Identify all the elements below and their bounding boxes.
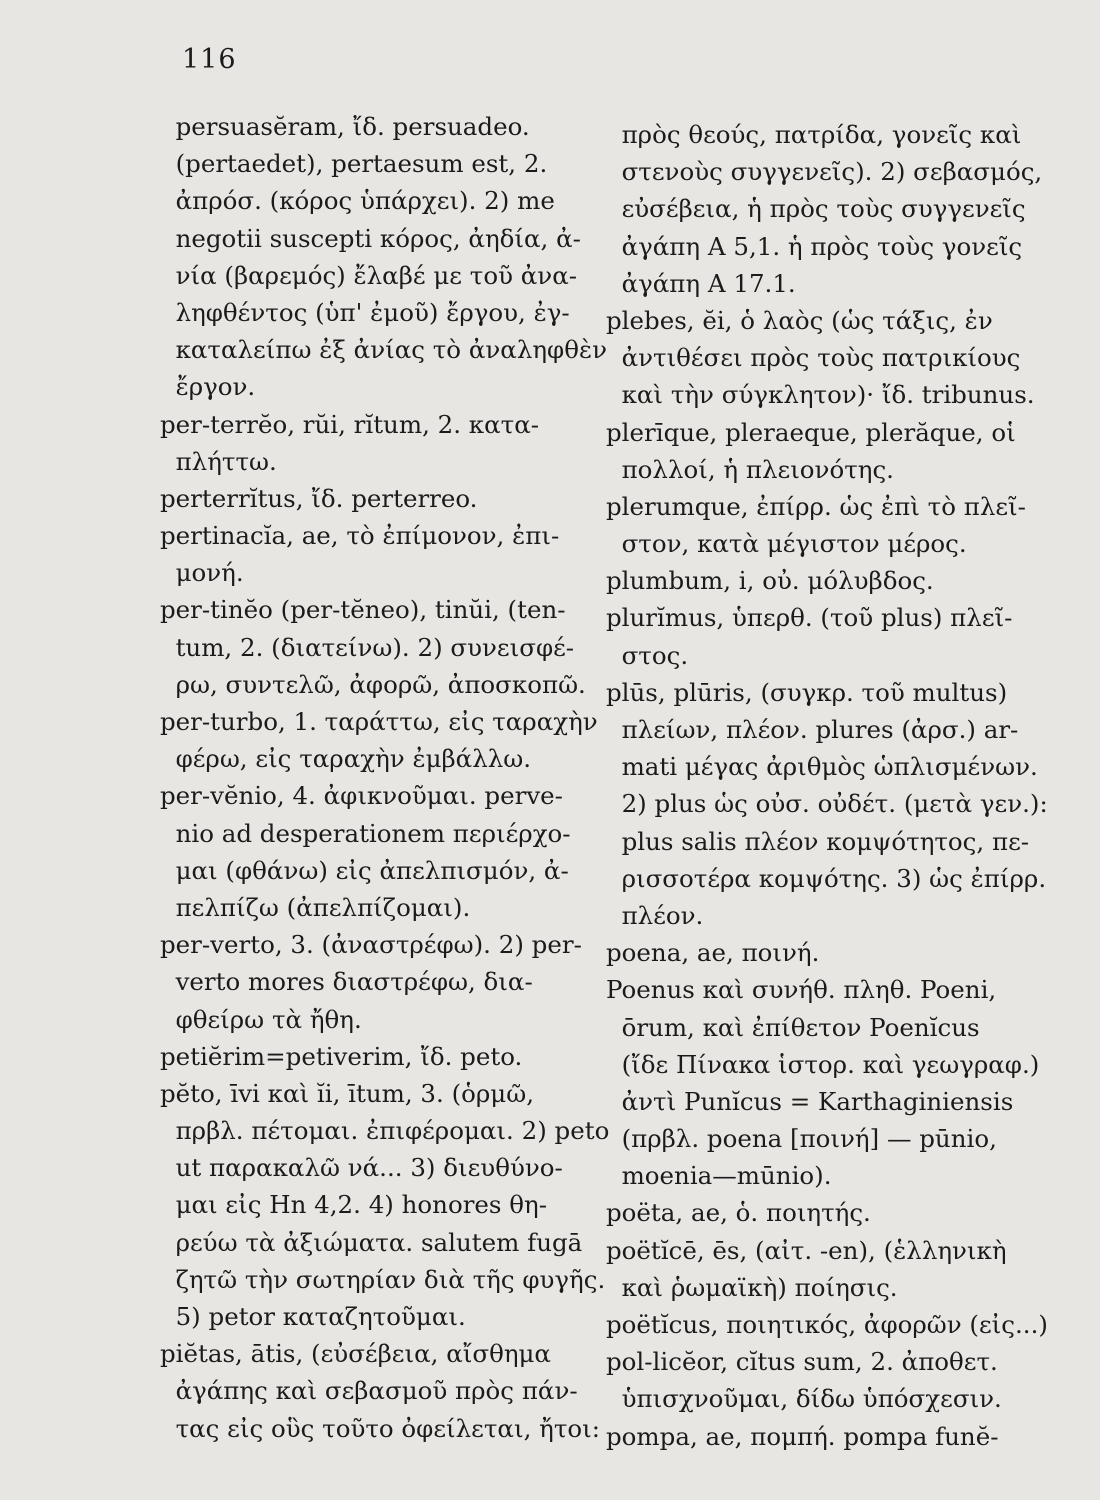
- entry-line: poena, ae, ποινή.: [606, 938, 820, 968]
- entry-line: στενοὺς συγγενεῖς). 2) σεβασμός,: [606, 157, 1043, 187]
- entry-line: plebes, ĕi, ὁ λαὸς (ὡς τάξις, ἐν: [606, 305, 993, 335]
- entry-line: μονή.: [160, 558, 244, 588]
- entry-line: Poenus καὶ συνήθ. πληθ. Poeni,: [606, 975, 997, 1005]
- entry-line: per-tinĕo (per-tĕneo), tinŭi, (ten-: [160, 595, 566, 625]
- entry-line: ἀντὶ Punĭcus = Karthaginiensis: [606, 1086, 1014, 1116]
- entry-line: pol-licĕor, cĭtus sum, 2. ἀποθετ.: [606, 1347, 998, 1377]
- page-number: 116: [182, 44, 237, 75]
- entry-line: πλείων, πλέον. plures (ἀρσ.) ar-: [606, 715, 1019, 744]
- entry-line: καταλείπω ἐξ ἀνίας τὸ ἀναληφθὲν: [160, 335, 607, 365]
- entry-line: πελπίζω (ἀπελπίζομαι).: [160, 892, 471, 922]
- entry-line: 5) petor καταζητοῦμαι.: [160, 1302, 466, 1331]
- entry-line: καὶ τὴν σύγκλητον)· ἴδ. tribunus.: [606, 380, 1035, 410]
- entry-line: ὑπισχνοῦμαι, δίδω ὑπόσχεσιν.: [606, 1384, 1002, 1414]
- entry-line: φέρω, εἰς ταραχὴν ἐμβάλλω.: [160, 744, 532, 774]
- entry-line: per-turbo, 1. ταράττω, εἰς ταραχὴν: [160, 707, 598, 736]
- entry-line: ἀγάπη Α 17.1.: [606, 268, 796, 298]
- entry-line: poëtĭcē, ēs, (αἰτ. -en), (ἑλληνικὴ: [606, 1235, 1007, 1265]
- entry-line: ut παρακαλῶ νά... 3) διευθύνο-: [160, 1153, 563, 1183]
- entry-line: pertinacĭa, ae, τὸ ἐπίμονον, ἐπι-: [160, 521, 560, 551]
- entry-line: plūs, plūris, (συγκρ. τοῦ multus): [606, 677, 1008, 707]
- entry-line: ρω, συντελῶ, ἀφορῶ, ἀποσκοπῶ.: [160, 669, 586, 699]
- entry-line: πλέον.: [606, 900, 704, 930]
- entry-line: per-terrĕo, rŭi, rĭtum, 2. κατα-: [160, 409, 540, 439]
- entry-line: plerumque, ἐπίρρ. ὡς ἐπὶ τὸ πλεῖ-: [606, 491, 1026, 521]
- entry-line: moenia—mūnio).: [606, 1161, 832, 1191]
- entry-line: πρὸς θεούς, πατρίδα, γονεῖς καὶ: [606, 120, 1022, 149]
- entry-line: καὶ ῥωμαϊκὴ) ποίησις.: [606, 1272, 898, 1302]
- entry-line: πολλοί, ἡ πλειονότης.: [606, 454, 894, 484]
- entry-line: μαι (φθάνω) εἰς ἀπελπισμόν, ἀ-: [160, 855, 569, 885]
- entry-line: negotii suscepti κόρος, ἀηδία, ἀ-: [160, 223, 581, 253]
- entry-line: ἀγάπη Α 5,1. ἡ πρὸς τοὺς γονεῖς: [606, 231, 1023, 261]
- entry-line: per-vĕnio, 4. ἀφικνοῦμαι. perve-: [160, 781, 563, 811]
- entry-line: νία (βαρεμός) ἔλαβέ με τοῦ ἀνα-: [160, 260, 578, 290]
- entry-line: (πρβλ. poena [ποινή] — pūnio,: [606, 1124, 997, 1154]
- entry-line: εὐσέβεια, ἡ πρὸς τοὺς συγγενεῖς: [606, 194, 1026, 224]
- entry-line: 2) plus ὡς οὐσ. οὐδέτ. (μετὰ γεν.):: [606, 789, 1048, 819]
- entry-line: poëtĭcus, ποιητικός, ἀφορῶν (εἰς...): [606, 1310, 1048, 1339]
- entry-line: ρεύω τὰ ἀξιώματα. salutem fugā: [160, 1227, 583, 1257]
- entry-line: (pertaedet), pertaesum est, 2.: [160, 149, 548, 179]
- entry-line: ἀγάπης καὶ σεβασμοῦ πρὸς πάν-: [160, 1376, 578, 1406]
- entry-line: pĕto, īvi καὶ ĭi, ītum, 3. (ὁρμῶ,: [160, 1078, 534, 1108]
- entry-line: ζητῶ τὴν σωτηρίαν διὰ τῆς φυγῆς.: [160, 1264, 606, 1294]
- entry-line: plerīque, pleraeque, plerăque, οἱ: [606, 417, 1016, 447]
- entry-line: πρβλ. πέτομαι. ἐπιφέρομαι. 2) peto: [160, 1116, 610, 1146]
- entry-line: ἔργον.: [160, 372, 256, 402]
- entry-line: ἀντιθέσει πρὸς τοὺς πατρικίους: [606, 343, 1021, 373]
- entry-line: ōrum, καὶ ἐπίθετον Poenĭcus: [606, 1012, 980, 1042]
- entry-line: φθείρω τὰ ἤθη.: [160, 1004, 362, 1034]
- entry-line: ληφθέντος (ὑπ' ἐμοῦ) ἔργου, ἐγ-: [160, 297, 570, 327]
- entry-line: ἀπρόσ. (κόρος ὑπάρχει). 2) me: [160, 186, 555, 216]
- entry-line: μαι εἰς Ηn 4,2. 4) honores θη-: [160, 1190, 547, 1220]
- entry-line: στον, κατὰ μέγιστον μέρος.: [606, 529, 967, 559]
- entry-line: τας εἰς οὓς τοῦτο ὀφείλεται, ἤτοι:: [160, 1413, 600, 1443]
- entry-line: plus salis πλέον κομψότητος, πε-: [606, 826, 1030, 856]
- entry-line: piĕtas, ātis, (εὐσέβεια, αἴσθημα: [160, 1339, 551, 1369]
- entry-line: pompa, ae, πομπή. pompa funĕ-: [606, 1421, 999, 1451]
- left-column: [160, 108, 610, 1447]
- right-column: [606, 116, 1076, 1455]
- entry-line: perterrĭtus, ἴδ. perterreo.: [160, 483, 478, 513]
- entry-line: tum, 2. (διατείνω). 2) συνεισφέ-: [160, 632, 575, 662]
- entry-line: plumbum, i, οὐ. μόλυβδος.: [606, 566, 934, 596]
- entry-line: persuasĕram, ἴδ. persuadeo.: [160, 112, 530, 141]
- entry-line: (ἴδε Πίνακα ἱστορ. καὶ γεωγραφ.): [606, 1049, 1040, 1079]
- entry-line: στος.: [606, 640, 689, 670]
- entry-line: πλήττω.: [160, 446, 277, 476]
- entry-line: verto mores διαστρέφω, δια-: [160, 967, 533, 997]
- entry-line: poëta, ae, ὁ. ποιητής.: [606, 1198, 871, 1228]
- entry-line: mati μέγας ἀριθμὸς ὡπλισμένων.: [606, 752, 1038, 782]
- entry-line: ρισσοτέρα κομψότης. 3) ὡς ἐπίρρ.: [606, 863, 1047, 893]
- entry-line: plurĭmus, ὑπερθ. (τοῦ plus) πλεῖ-: [606, 603, 1013, 633]
- entry-line: petiĕrim=petiverim, ἴδ. peto.: [160, 1041, 523, 1071]
- entry-line: nio ad desperationem περιέρχο-: [160, 818, 571, 848]
- entry-line: per-verto, 3. (ἀναστρέφω). 2) per-: [160, 930, 582, 960]
